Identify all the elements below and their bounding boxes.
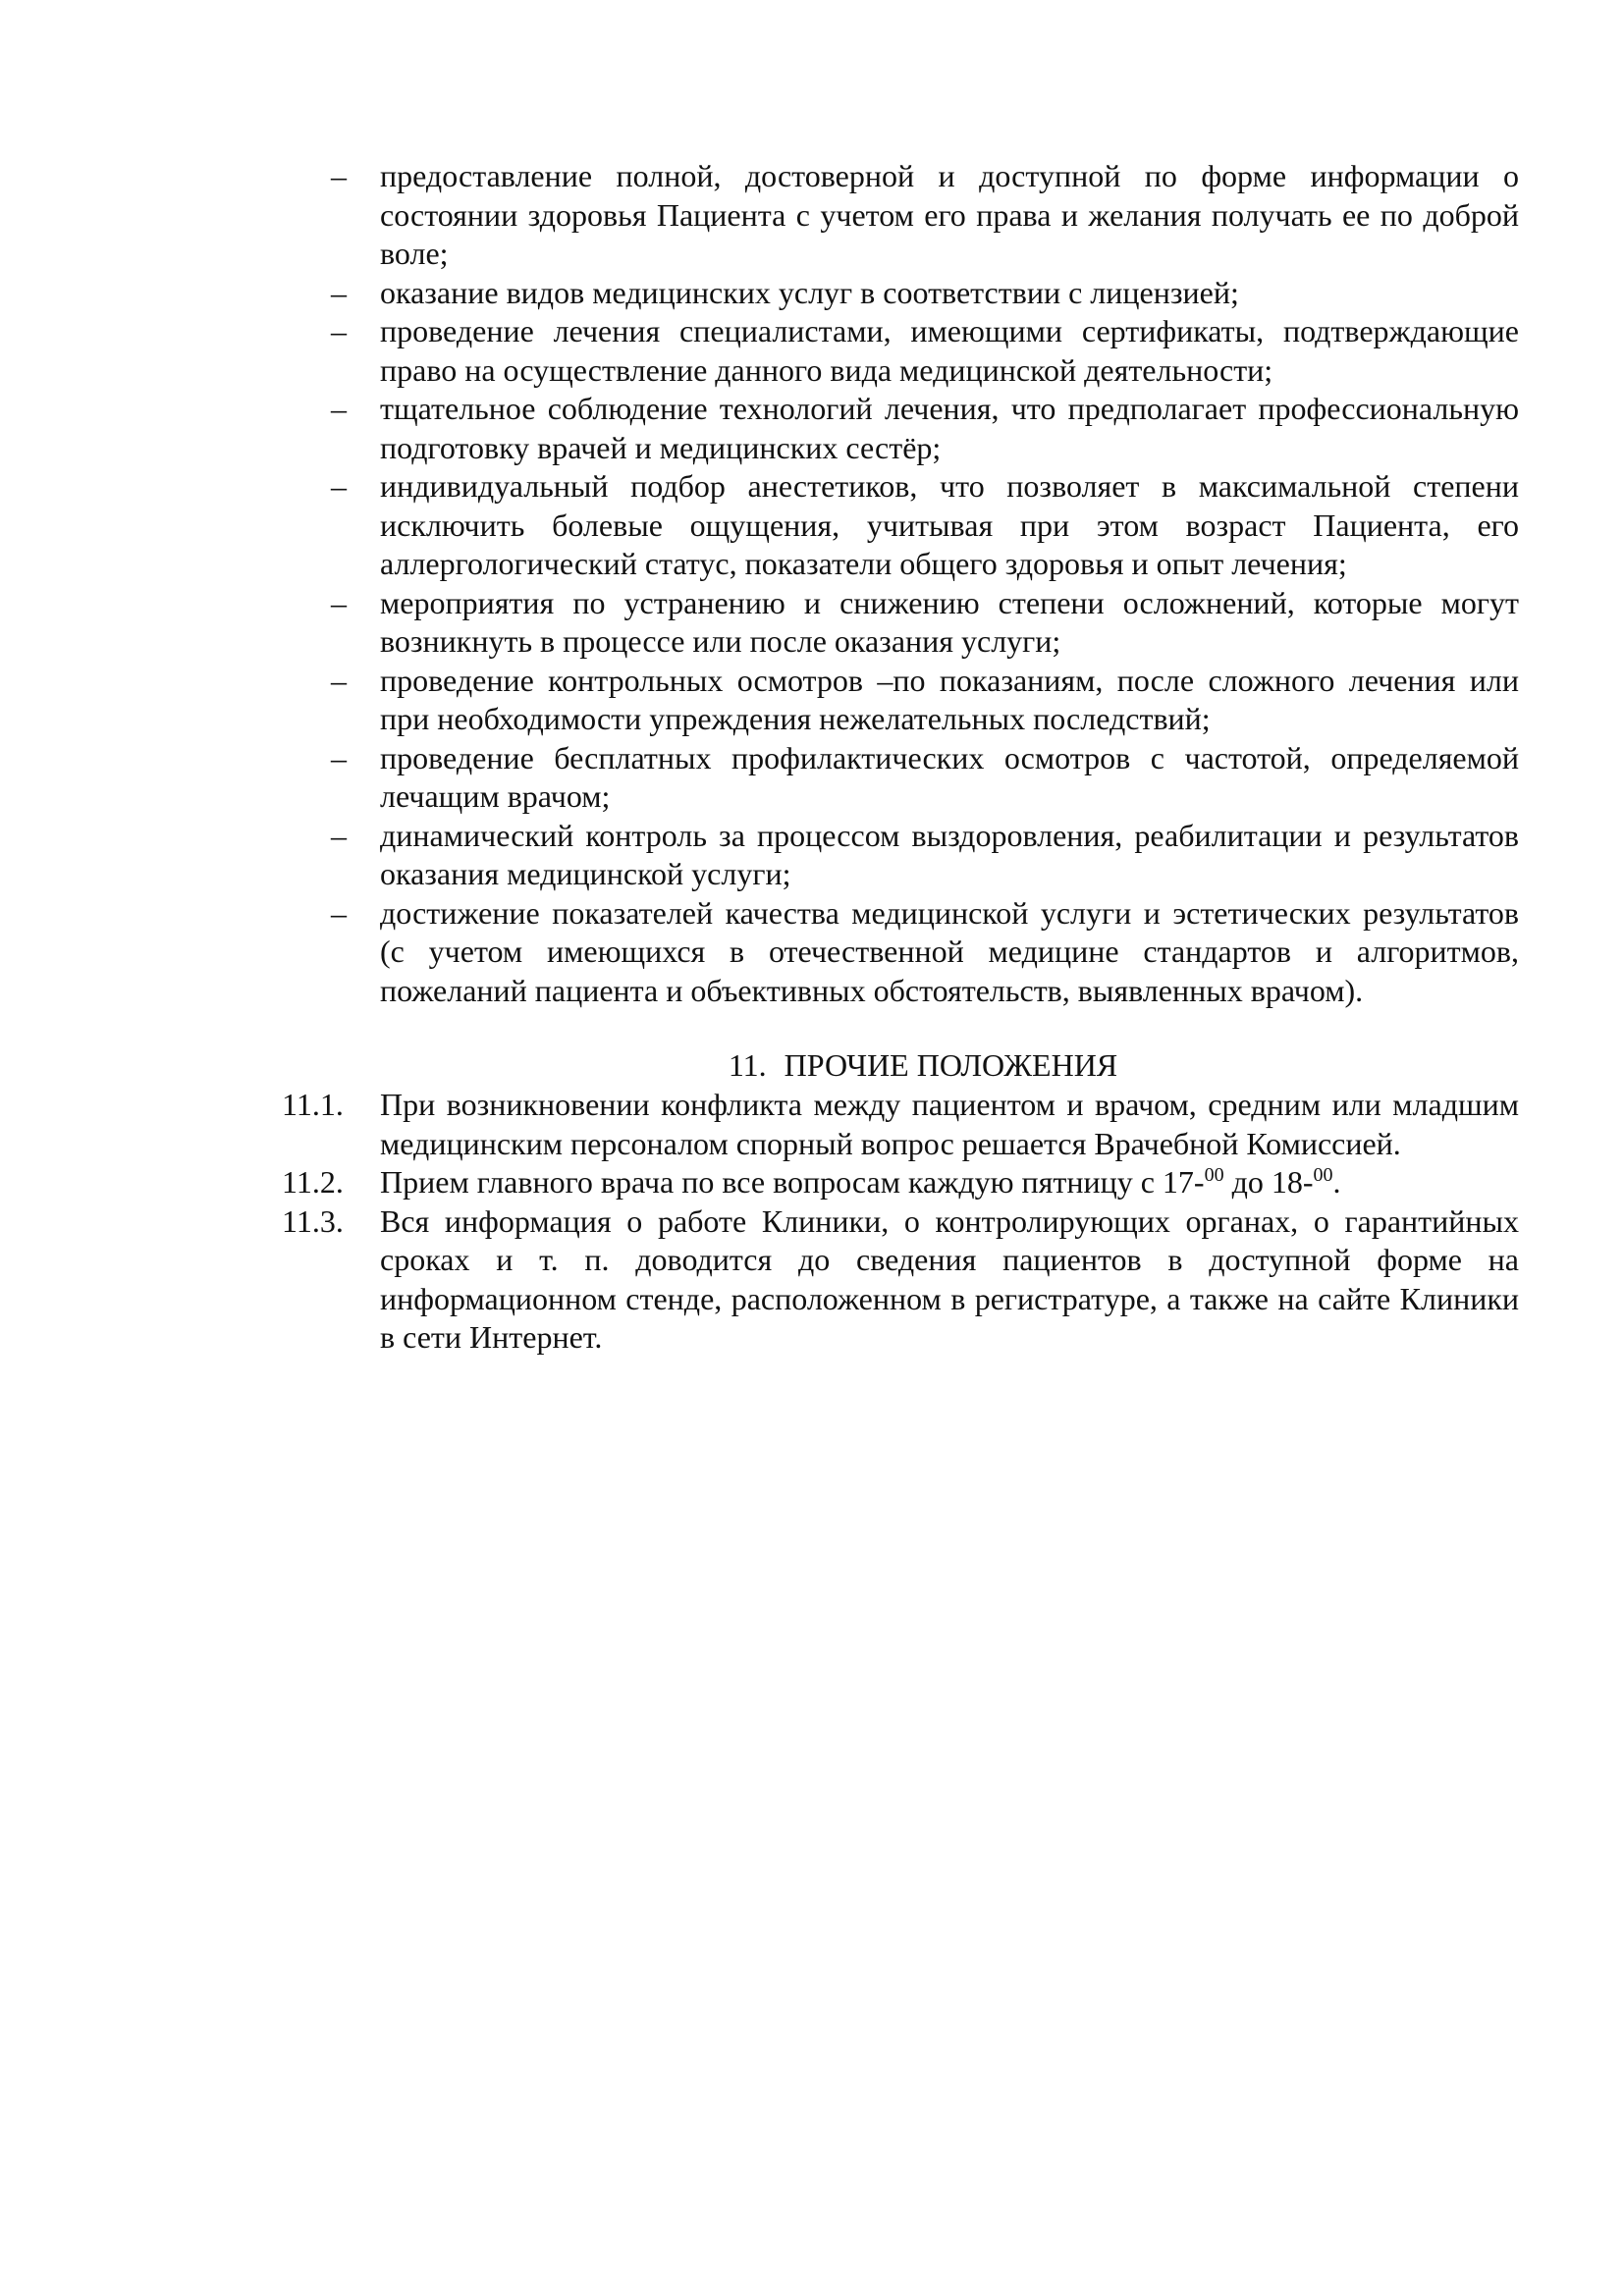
list-item — [327, 739, 1519, 817]
clause-11-3 — [282, 1202, 1519, 1358]
clause-11-1 — [282, 1086, 1519, 1163]
bullet-list — [327, 157, 1519, 1010]
list-item-text: проведение контрольных осмотров –по показаниям, после сложного лечения или при необходимости упреждения нежелательных последствий; — [380, 662, 1519, 736]
bullet-dash: – — [331, 662, 347, 698]
clause-text-middle: до 18- — [1223, 1164, 1314, 1200]
list-item-text: достижение показателей качества медицинской услуги и эстетических результатов (с учетом имеющихся в отечественной медицине стандартов и алгоритмов, пожеланий пациента и объективных обстоятельств, выявленных врачом). — [380, 894, 1519, 1008]
clause-text: Вся информация о работе Клиники, о контролирующих органах, о гарантийных сроках и т. п. доводится до сведения пациентов в доступной форме на информационном стенде, расположенном в регистратуре, а также на сайте Клиники в сети Интернет. — [380, 1202, 1519, 1355]
bullet-dash: – — [331, 894, 347, 931]
list-item — [327, 467, 1519, 584]
list-item-text: проведение лечения специалистами, имеющими сертификаты, подтверждающие право на осуществление данного вида медицинской деятельности; — [380, 313, 1519, 388]
clause-11-2 — [282, 1163, 1519, 1202]
bullet-dash: – — [331, 739, 347, 775]
bullet-dash: – — [331, 584, 347, 620]
section-number: 11. — [728, 1047, 767, 1083]
list-item — [327, 817, 1519, 894]
list-item-text: динамический контроль за процессом выздоровления, реабилитации и результатов оказания медицинской услуги; — [380, 817, 1519, 891]
bullet-dash: – — [331, 274, 347, 310]
list-item-text: проведение бесплатных профилактических осмотров с частотой, определяемой лечащим врачом; — [380, 739, 1519, 814]
section-title: ПРОЧИЕ ПОЛОЖЕНИЯ — [784, 1047, 1118, 1083]
list-item — [327, 312, 1519, 390]
clause-number: 11.2. — [282, 1164, 344, 1200]
list-item-text: оказание видов медицинских услуг в соответствии с лицензией; — [380, 274, 1239, 310]
clause-number: 11.3. — [282, 1202, 344, 1239]
clause-text-after: . — [1332, 1164, 1341, 1200]
list-item — [327, 662, 1519, 739]
list-item-text: мероприятия по устранению и снижению степени осложнений, которые могут возникнуть в процессе или после оказания услуги; — [380, 584, 1519, 659]
list-item — [327, 157, 1519, 274]
list-item-text: предоставление полной, достоверной и доступной по форме информации о состоянии здоровья Пациента с учетом его права и желания получать ее по доброй воле; — [380, 158, 1519, 271]
bullet-dash: – — [331, 158, 347, 193]
list-item — [327, 390, 1519, 467]
bullet-dash: – — [331, 313, 347, 348]
bullet-dash: – — [331, 817, 347, 853]
time-start-minutes: 00 — [1204, 1164, 1224, 1186]
clause-number: 11.1. — [282, 1087, 344, 1122]
list-item — [327, 584, 1519, 662]
clause-list — [282, 1086, 1519, 1358]
list-item — [327, 894, 1519, 1011]
list-item-text: тщательное соблюдение технологий лечения, что предполагает профессиональную подготовку врачей и медицинских сестёр; — [380, 391, 1519, 465]
bullet-dash: – — [331, 391, 347, 426]
bullet-dash: – — [331, 468, 347, 504]
clause-text-before: Прием главного врача по все вопросам каждую пятницу с 17- — [380, 1164, 1205, 1200]
list-item — [327, 274, 1519, 313]
section-heading — [327, 1046, 1519, 1086]
clause-text: При возникновении конфликта между пациентом и врачом, средним или младшим медицинским персоналом спорный вопрос решается Врачебной Комиссией. — [380, 1087, 1519, 1161]
time-end-minutes: 00 — [1313, 1164, 1333, 1186]
list-item-text: индивидуальный подбор анестетиков, что позволяет в максимальной степени исключить болевые ощущения, учитывая при этом возраст Пациента, его аллергологический статус, показатели общего здоровья и опыт лечения; — [380, 468, 1519, 581]
